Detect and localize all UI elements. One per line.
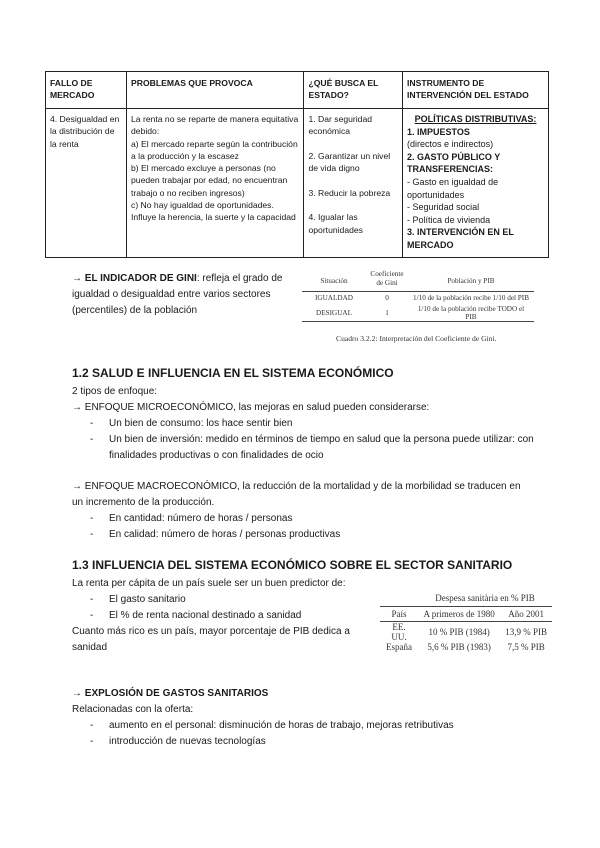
gini-paragraph <box>72 271 290 319</box>
micro-item: Un bien de consumo: los hace sentir bien <box>109 418 293 429</box>
cell-instrumento <box>403 109 549 258</box>
gasto-table <box>380 591 552 653</box>
macro-item: En cantidad: número de horas / personas <box>109 513 293 524</box>
gasto-header: A primeros de 1980 <box>423 608 495 619</box>
instrumento-gasto-item: - Gasto en igualdad de oportunidades <box>407 176 499 200</box>
micro-heading: → ENFOQUE MICROECONÓMICO, las mejoras en salud pueden considerarse: <box>72 402 430 413</box>
section12-intro: 2 tipos de enfoque: <box>72 386 158 397</box>
header-fallo: FALLO DE MERCADO <box>46 72 127 109</box>
gini-figure <box>302 270 534 322</box>
gasto-cell: España <box>386 642 412 652</box>
gini-cell: 1 <box>385 308 389 317</box>
gini-cell: 0 <box>385 294 389 303</box>
cell-busca <box>304 109 403 258</box>
gini-header: Población y PIB <box>447 276 495 285</box>
busca-item: 3. Reducir la pobreza <box>308 187 391 198</box>
section-heading-1-3: 1.3 INFLUENCIA DEL SISTEMA ECONÓMICO SOBRE EL SECTOR SANITARIO <box>72 558 513 572</box>
arrow-glyph: → <box>72 273 82 284</box>
list-item: - Un bien de consumo: los hace sentir bien <box>90 416 540 432</box>
section13-conclusion: Cuanto más rico es un país, mayor porcentaje de PIB dedica a sanidad <box>72 626 350 653</box>
busca-item: 2. Garantizar un nivel de vida digno <box>308 150 391 174</box>
gini-definition: : refleja el grado de igualdad o desigualdad entre varios sectores (percentiles) de la población <box>72 273 283 316</box>
list-item: - El gasto sanitario <box>90 592 350 608</box>
instrumento-gasto-item: - Seguridad social <box>407 202 480 213</box>
explosion-intro: Relacionadas con la oferta: <box>72 704 194 715</box>
busca-item: 4. Igualar las oportunidades <box>308 212 363 235</box>
gasto-cell: 10 % PIB (1984) <box>428 626 490 637</box>
instrumento-impuestos-sub: (directos e indirectos) <box>407 139 494 150</box>
header-instrumento: INSTRUMENTO DE INTERVENCIÓN DEL ESTADO <box>403 72 549 109</box>
gasto-cell: 13,9 % PIB <box>505 626 548 637</box>
gini-header: Coeficiente de Gini <box>370 270 404 287</box>
list-item: - Un bien de inversión: medido en términos de tiempo en salud que la persona puede utilizar: con finalidades productivas o con finalidades de ocio <box>90 432 540 464</box>
problemas-line: La renta no se reparte de manera equitativa debido: <box>131 114 299 137</box>
cell-problemas <box>127 109 304 258</box>
problemas-line: b) El mercado excluye a personas (no pueden trabajar por edad, no encuentran trabajo o no reciben ingresos) <box>131 163 288 198</box>
gini-header: Situación <box>320 276 348 285</box>
section13-item: El % de renta nacional destinado a sanidad <box>109 610 302 621</box>
instrumento-title: POLÍTICAS DISTRIBUTIVAS: <box>414 114 537 124</box>
problemas-line: c) No hay igualdad de oportunidades. Influye la herencia, la suerte y la capacidad <box>131 200 296 223</box>
gini-table <box>302 270 534 322</box>
market-failure-table <box>45 71 549 258</box>
gasto-cell: 5,6 % PIB (1983) <box>427 642 491 652</box>
gasto-cell: EE. UU. <box>391 621 407 642</box>
list-item: - aumento en el personal: disminución de horas de trabajo, mejoras retributivas <box>90 718 540 734</box>
gasto-cell: 7,5 % PIB <box>507 642 545 652</box>
cell-fallo <box>46 109 127 258</box>
explosion-item: aumento en el personal: disminución de horas de trabajo, mejoras retributivas <box>109 720 454 731</box>
instrumento-gasto: 2. GASTO PÚBLICO Y TRANSFERENCIAS: <box>407 151 501 175</box>
gasto-header: Año 2001 <box>508 608 545 619</box>
section13-item: El gasto sanitario <box>109 594 186 605</box>
macro-heading: → ENFOQUE MACROECONÓMICO, la reducción de la mortalidad y de la morbilidad se traducen en un incremento de la producción. <box>72 481 521 508</box>
gasto-header: País <box>391 608 407 619</box>
list-item: - En calidad: número de horas / personas productivas <box>90 527 540 543</box>
list-item: - En cantidad: número de horas / personas <box>90 511 540 527</box>
header-busca: ¿QUÉ BUSCA EL ESTADO? <box>304 72 403 109</box>
header-problemas: PROBLEMAS QUE PROVOCA <box>127 72 304 109</box>
gini-cell: IGUALDAD <box>315 294 353 303</box>
table-header-row <box>46 72 549 109</box>
list-item: - El % de renta nacional destinado a sanidad <box>90 608 350 624</box>
busca-item: 1. Dar seguridad económica <box>308 114 373 137</box>
list-item: - introducción de nuevas tecnologías <box>90 734 540 750</box>
gasto-title: Despesa sanitària en % PIB <box>435 593 535 604</box>
explosion-heading: → EXPLOSIÓN DE GASTOS SANITARIOS <box>72 688 269 699</box>
gasto-figure <box>380 591 552 653</box>
fallo-text: 4. Desigualdad en la distribución de la renta <box>50 114 120 149</box>
instrumento-gasto-item: - Política de vivienda <box>407 214 491 225</box>
gini-cell: 1/10 de la población recibe TODO el PIB <box>417 304 525 321</box>
gini-cell: 1/10 de la población recibe 1/10 del PIB <box>413 294 529 303</box>
section-heading-1-2: 1.2 SALUD E INFLUENCIA EN EL SISTEMA ECONÓMICO <box>72 366 394 380</box>
instrumento-impuestos: 1. IMPUESTOS <box>407 126 470 137</box>
gini-cell: DESIGUAL <box>316 308 352 317</box>
macro-item: En calidad: número de horas / personas productivas <box>109 529 341 540</box>
instrumento-intervencion: 3. INTERVENCIÓN EN EL MERCADO <box>407 227 514 250</box>
gini-caption: Cuadro 3.2.2: Interpretación del Coeficiente de Gini. <box>336 334 497 343</box>
section13-intro: La renta per cápita de un país suele ser un buen predictor de: <box>72 578 346 589</box>
problemas-line: a) El mercado reparte según la contribución a la producción y la escasez <box>131 138 298 161</box>
micro-item: Un bien de inversión: medido en términos de tiempo en salud que la persona puede utilizar: con finalidades productivas o con finalidades de ocio <box>109 434 534 461</box>
gini-term: EL INDICADOR DE GINI <box>84 273 197 284</box>
table-row <box>46 109 549 258</box>
explosion-item: introducción de nuevas tecnologías <box>109 736 266 747</box>
